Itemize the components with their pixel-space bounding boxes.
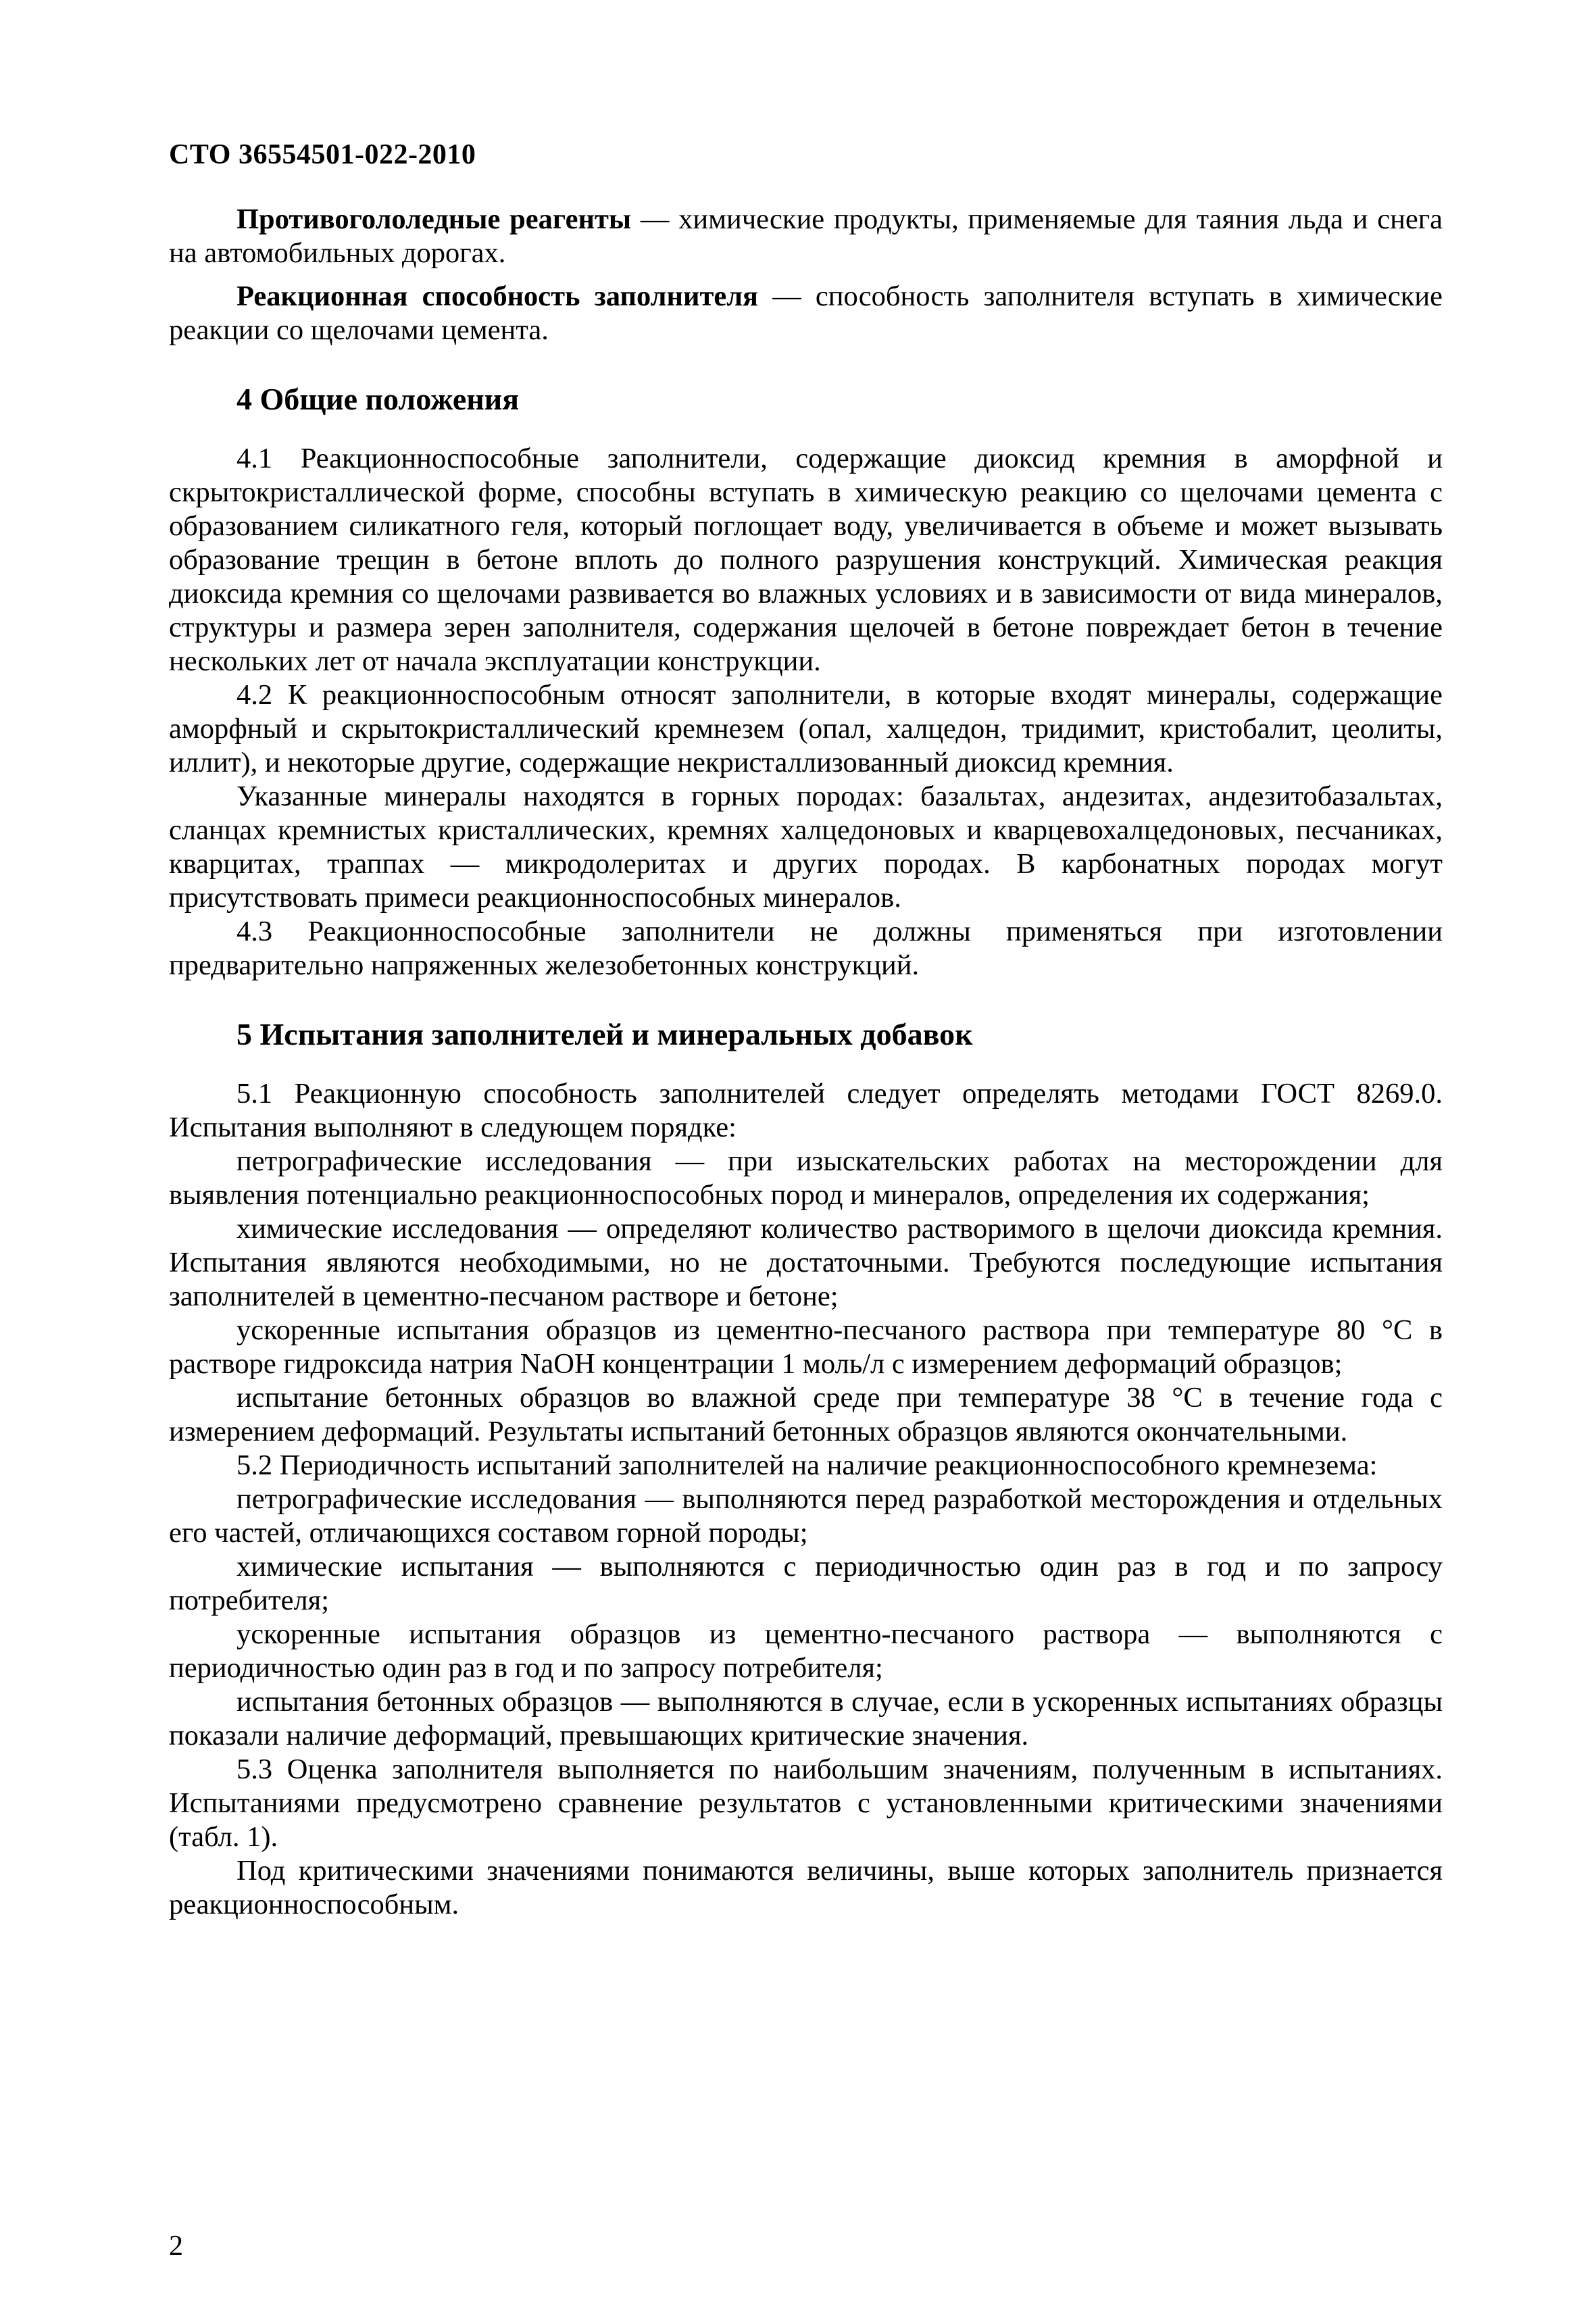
paragraph: Под критическими значениями понимаются величины, выше которых заполнитель признается реакционноспособным. — [169, 1855, 1443, 1920]
definition-reactivity — [169, 280, 1443, 347]
paragraph: ускоренные испытания образцов из цементно-песчаного раствора при температуре 80 °С в растворе гидроксида натрия NaOH концентрации 1 моль/л с измерением деформаций образцов; — [169, 1314, 1443, 1380]
section-5-title: 5 Испытания заполнителей и минеральных добавок — [236, 1017, 973, 1051]
section-4-title: 4 Общие положения — [236, 382, 520, 416]
paragraph: 5.1 Реакционную способность заполнителей следует определять методами ГОСТ 8269.0. Испытания выполняют в следующем порядке: — [169, 1078, 1443, 1143]
paragraph: химические исследования — определяют количество растворимого в щелочи диоксида кремния. Испытания являются необходимыми, но не достаточными. Требуются последующие испытания заполнителей в цементно-песчаном растворе и бетоне; — [169, 1213, 1443, 1312]
paragraph: 5.3 Оценка заполнителя выполняется по наибольшим значениям, полученным в испытаниях. Испытаниями предусмотрено сравнение результатов с установленными критическими значениями (табл. 1). — [169, 1753, 1443, 1853]
definition-text: — способность заполнителя вступать в химические реакции со щелочами цемента. — [169, 280, 1443, 346]
paragraph: 4.3 Реакционноспособные заполнители не должны применяться при изготовлении предварительно напряженных железобетонных конструкций. — [169, 916, 1443, 981]
page-content — [169, 203, 1443, 1922]
definition-text: — химические продукты, применяемые для таяния льда и снега на автомобильных дорогах. — [169, 203, 1443, 269]
paragraph: ускоренные испытания образцов из цементно-песчаного раствора — выполняются с периодичностью один раз в год и по запросу потребителя; — [169, 1618, 1443, 1684]
definition-anti-icing — [169, 203, 1443, 270]
paragraph: 5.2 Периодичность испытаний заполнителей на наличие реакционноспособного кремнезема: — [236, 1449, 1378, 1481]
document-header: СТО 36554501-022-2010 — [169, 139, 476, 170]
paragraph: петрографические исследования — при изыскательских работах на месторождении для выявления потенциально реакционноспособных пород и минералов, определения их содержания; — [169, 1145, 1443, 1211]
paragraph: 4.1 Реакционноспособные заполнители, содержащие диоксид кремния в аморфной и скрытокристаллической форме, способны вступать в химическую реакцию со щелочами цемента с образованием силикатного геля, который поглощает воду, увеличивается в объеме и может вызывать образование трещин в бетоне вплоть до полного разрушения конструкций. Химическая реакция диоксида кремния со щелочами развивается во влажных условиях и в зависимости от вида минералов, структуры и размера зерен заполнителя, содержания щелочей в бетоне повреждает бетон в течение нескольких лет от начала эксплуатации конструкции. — [169, 443, 1443, 677]
paragraph: испытание бетонных образцов во влажной среде при температуре 38 °С в течение года с измерением деформаций. Результаты испытаний бетонных образцов являются окончательными. — [169, 1382, 1443, 1447]
paragraph: петрографические исследования — выполняются перед разработкой месторождения и отдельных его частей, отличающихся составом горной породы; — [169, 1483, 1443, 1549]
term: Реакционная способность заполнителя — [236, 280, 759, 312]
paragraph: Указанные минералы находятся в горных породах: базальтах, андезитах, андезитобазальтах, сланцах кремнистых кристаллических, кремнях халцедоновых и кварцевохалцедоновых, песчаниках, кварцитах, траппах — микродолеритах и других породах. В карбонатных породах могут присутствовать примеси реакционноспособных минералов. — [169, 780, 1443, 914]
paragraph: химические испытания — выполняются с периодичностью один раз в год и по запросу потребителя; — [169, 1551, 1443, 1616]
page-number: 2 — [169, 2231, 183, 2262]
paragraph: испытания бетонных образцов — выполняются в случае, если в ускоренных испытаниях образцы показали наличие деформаций, превышающих критические значения. — [169, 1686, 1443, 1751]
term: Противогололедные реагенты — [236, 203, 632, 235]
paragraph: 4.2 К реакционноспособным относят заполнители, в которые входят минералы, содержащие аморфный и скрытокристаллический кремнезем (опал, халцедон, тридимит, кристобалит, цеолиты, иллит), и некоторые другие, содержащие некристаллизованный диоксид кремния. — [169, 679, 1443, 778]
